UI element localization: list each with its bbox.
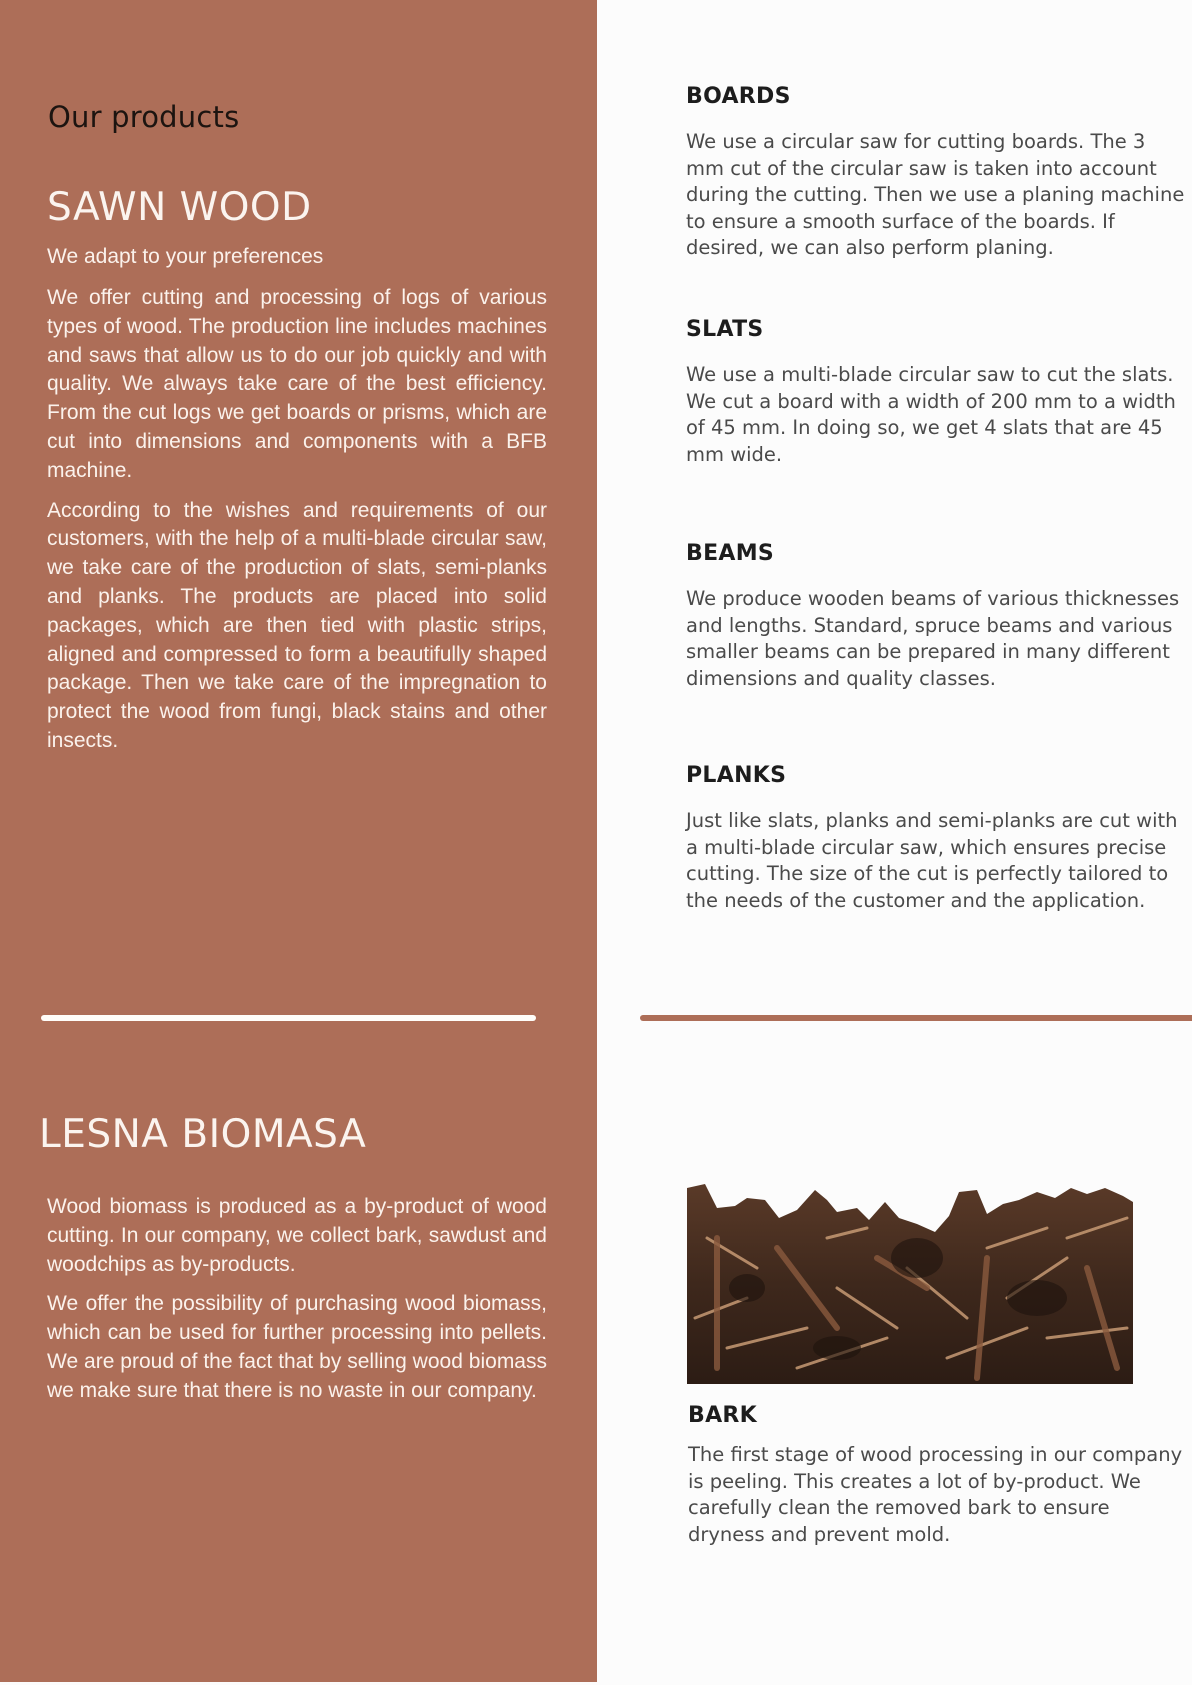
product-title: PLANKS: [686, 763, 787, 788]
section-divider-right: [640, 1015, 1192, 1021]
product-title: SLATS: [686, 317, 764, 342]
product-beams: [686, 541, 1186, 692]
sawn-wood-title: SAWN WOOD: [47, 185, 312, 230]
product-boards: [686, 84, 1186, 262]
product-description: We produce wooden beams of various thicknesses and lengths. Standard, spruce beams and various smaller beams can be prepared in many different dimensions and quality classes.: [686, 587, 1180, 690]
biomasa-paragraph: We offer the possibility of purchasing wood biomass, which can be used for further processing into pellets. We are proud of the fact that by selling wood biomass we make sure that there is no waste in our company.: [47, 1292, 547, 1402]
sawn-wood-paragraph: We offer cutting and processing of logs of various types of wood. The production line includes machines and saws that allow us to do our job quickly and with quality. We always take care of the best efficiency. From the cut logs we get boards or prisms, which are cut into dimensions and components with a BFB machine.: [47, 286, 547, 482]
product-title: BOARDS: [686, 84, 791, 109]
product-planks: [686, 763, 1186, 914]
product-description: We use a multi-blade circular saw to cut the slats. We cut a board with a width of 200 mm to a width of 45 mm. In doing so, we get 4 slats that are 45 mm wide.: [686, 363, 1176, 466]
biomasa-paragraph: Wood biomass is produced as a by-product of wood cutting. In our company, we collect bark, sawdust and woodchips as by-products.: [47, 1195, 547, 1276]
biomasa-title: LESNA BIOMASA: [39, 1112, 367, 1157]
section-divider: [41, 1015, 536, 1021]
sawn-wood-paragraph: According to the wishes and requirements of our customers, with the help of a multi-blade circular saw, we take care of the production of slats, semi-planks and planks. The products are placed into solid packages, which are then tied with plastic strips, aligned and compressed to form a beautifully shaped package. Then we take care of the impregnation to protect the wood from fungi, black stains and other insects.: [47, 498, 547, 752]
biomasa-body: [47, 1193, 547, 1417]
bark-pile-image: [687, 1178, 1133, 1384]
bark-photo: [687, 1178, 1133, 1384]
section-eyebrow: Our products: [48, 100, 240, 134]
product-title: BEAMS: [686, 541, 775, 566]
product-title: BARK: [688, 1403, 757, 1428]
product-slats: [686, 317, 1186, 468]
sawn-wood-body: [47, 284, 547, 767]
product-description: The first stage of wood processing in our company is peeling. This creates a lot of by-product. We carefully clean the removed bark to ensure dryness and prevent mold.: [688, 1443, 1183, 1546]
product-bark: [688, 1403, 1188, 1548]
sawn-wood-subtitle: We adapt to your preferences: [47, 245, 324, 268]
product-description: Just like slats, planks and semi-planks are cut with a multi-blade circular saw, which ensures precise cutting. The size of the cut is perfectly tailored to the needs of the customer and the application.: [686, 809, 1178, 912]
product-description: We use a circular saw for cutting boards. The 3 mm cut of the circular saw is taken into account during the cutting. Then we use a planing machine to ensure a smooth surface of the boards. If desired, we can also perform planing.: [686, 130, 1185, 259]
left-accent-panel: [0, 0, 597, 1682]
